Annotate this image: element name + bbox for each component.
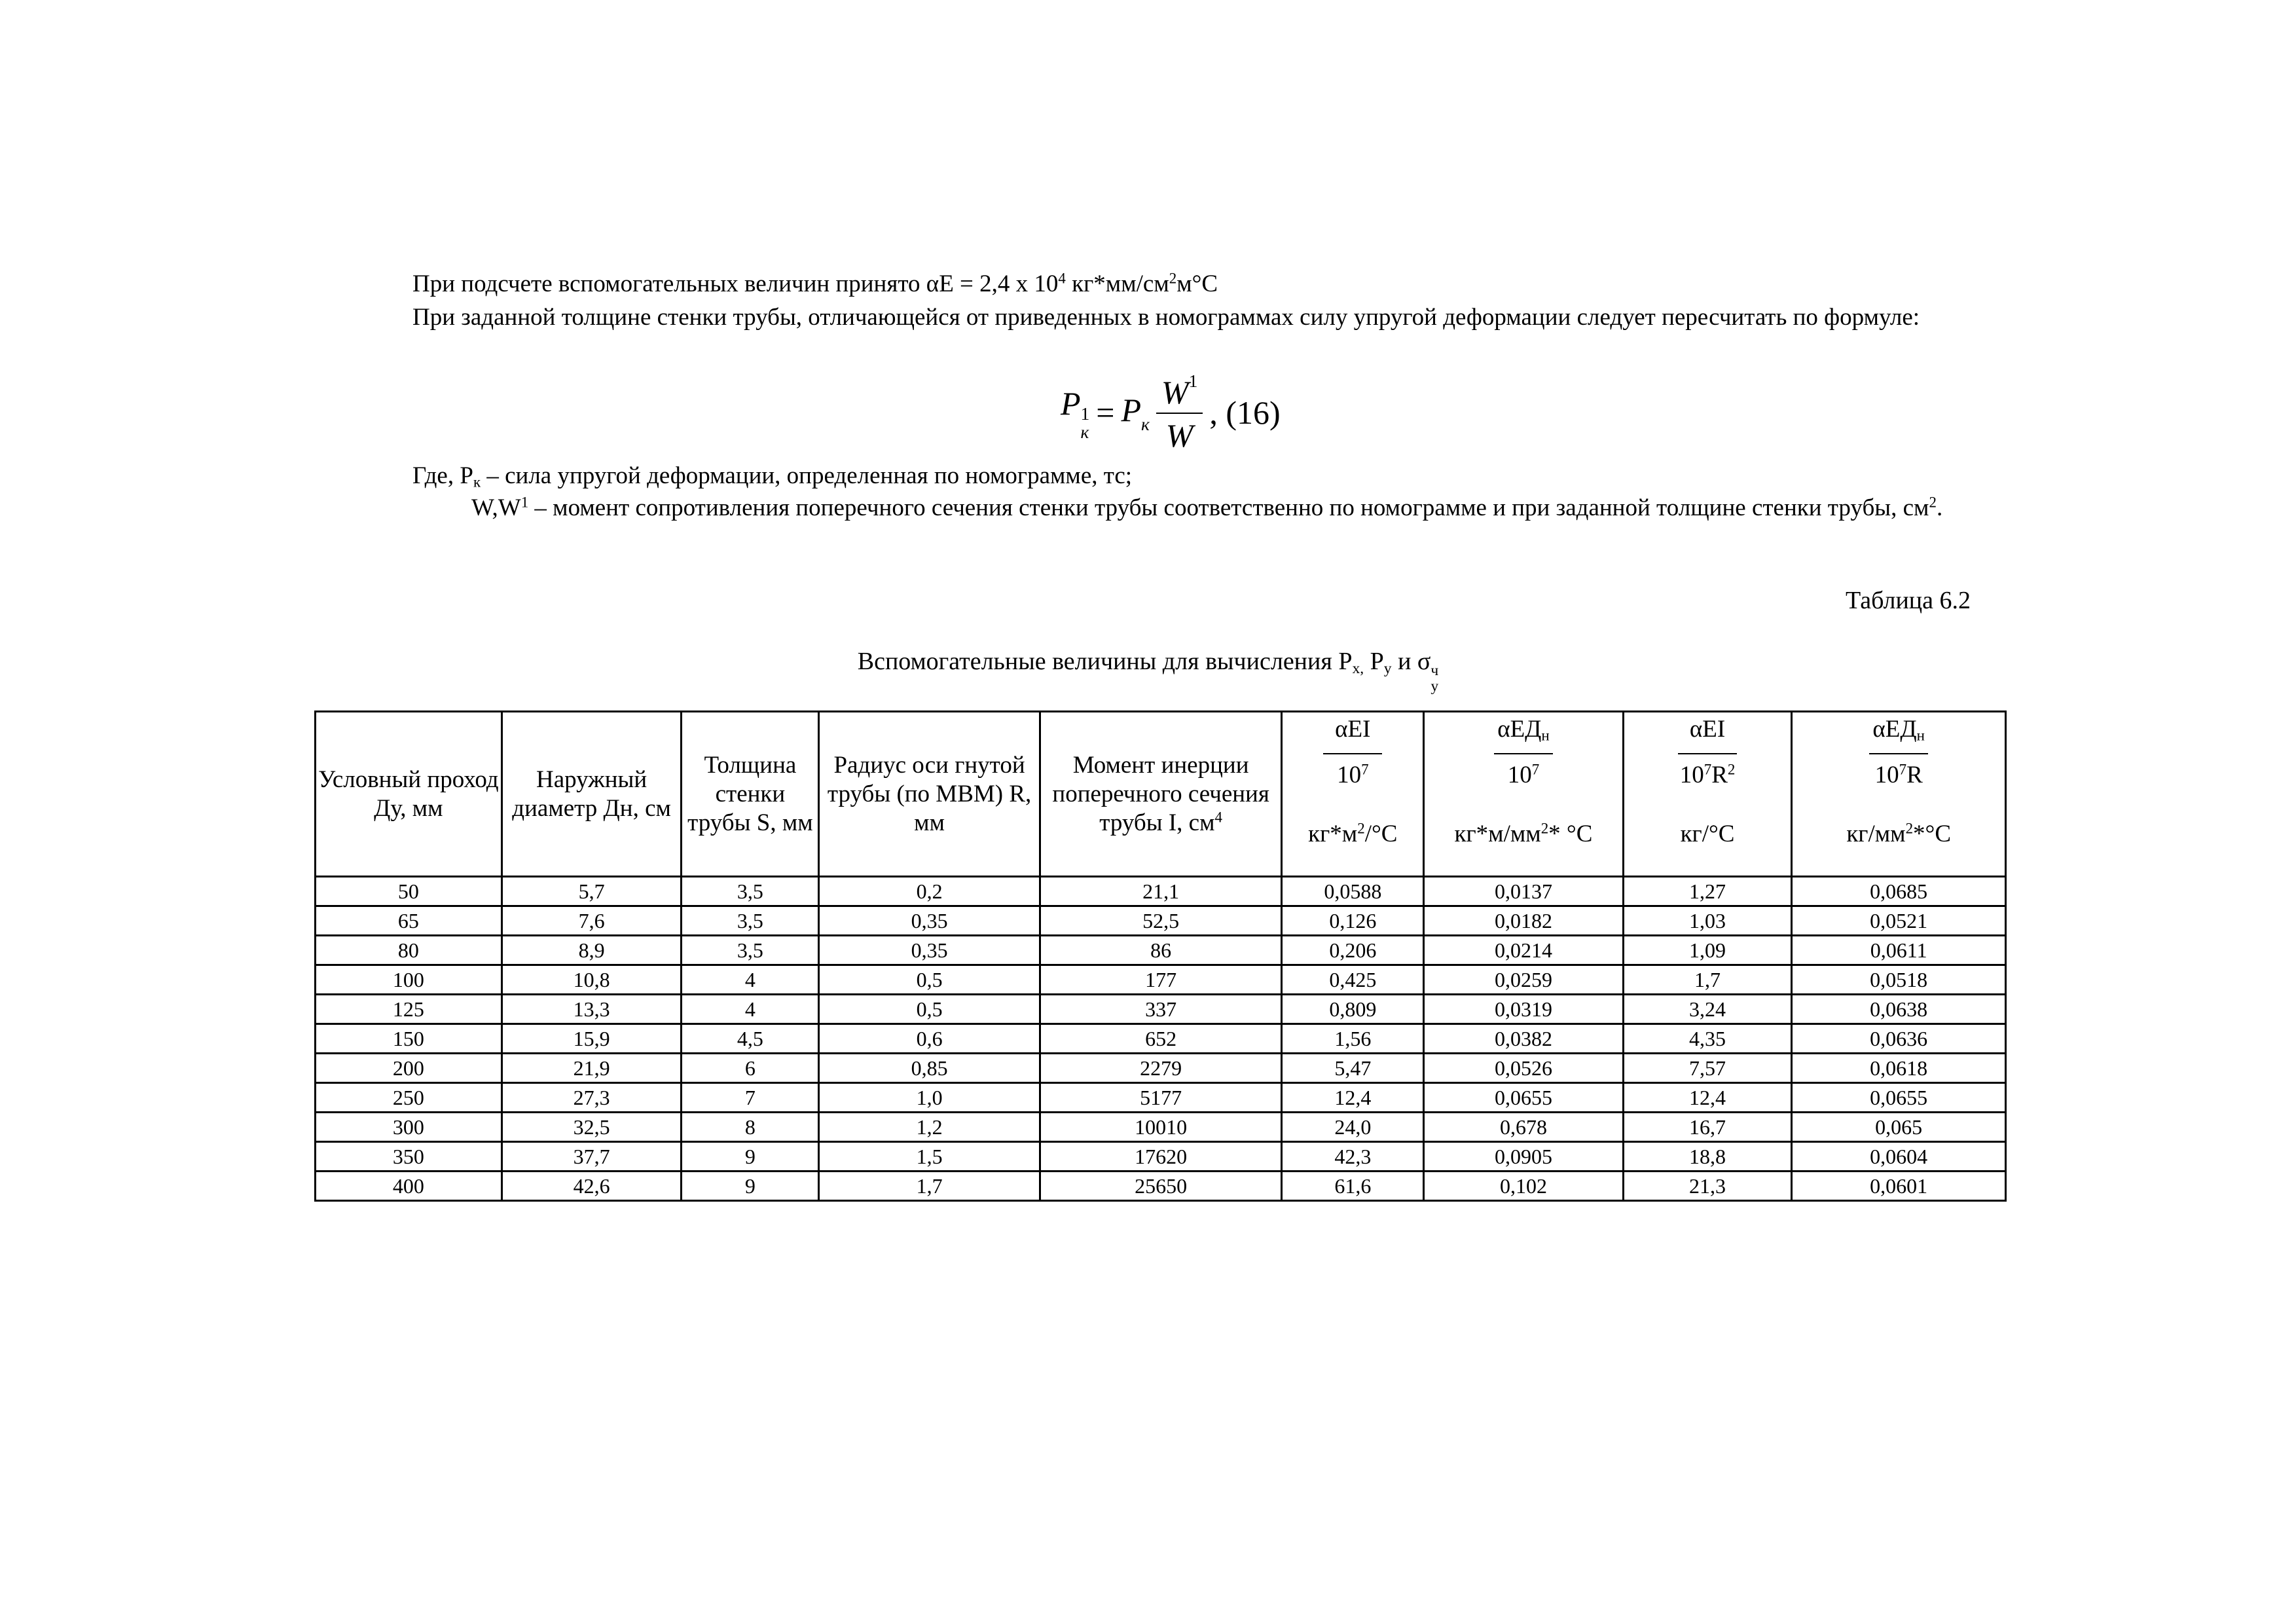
table-cell: 0,0636	[1792, 1024, 2006, 1054]
text: 10	[1337, 762, 1362, 788]
header-aedn	[1424, 712, 1624, 877]
text: 2	[1169, 270, 1177, 287]
table-cell: 0,85	[819, 1054, 1040, 1083]
table-cell: 4	[682, 965, 819, 995]
text: Момент инерции поперечного сечения трубы I, см	[1052, 751, 1269, 836]
table-cell: 42,6	[501, 1172, 682, 1201]
table-cell: 250	[316, 1083, 502, 1113]
table-cell: 13,3	[501, 995, 682, 1024]
table-cell: 8,9	[501, 936, 682, 965]
formula-eq: =	[1096, 394, 1115, 431]
formula-fraction	[1156, 371, 1203, 454]
text: /°С	[1364, 821, 1398, 847]
table-cell: 16,7	[1623, 1113, 1792, 1142]
table-cell: 350	[316, 1142, 502, 1172]
table-cell: 1,2	[819, 1113, 1040, 1142]
header-unit: кг/°С	[1680, 821, 1735, 847]
header-unit	[1846, 820, 1951, 849]
table-cell: 0,5	[819, 965, 1040, 995]
text: P	[1061, 384, 1081, 422]
text: R	[1906, 762, 1923, 788]
text: 7	[1531, 761, 1540, 778]
text: R	[1711, 762, 1728, 788]
text: 2	[1727, 761, 1736, 778]
text: Вспомогательные величины для вычисления P	[857, 648, 1353, 675]
fraction-bar	[1678, 753, 1737, 754]
header-denominator	[1508, 761, 1539, 790]
table-cell: 12,4	[1623, 1083, 1792, 1113]
table-cell: 0,0182	[1424, 906, 1624, 936]
header-nominal-bore: Условный проход Ду, мм	[316, 712, 502, 877]
text: и σ	[1391, 648, 1431, 675]
text: 1	[1080, 403, 1090, 424]
table-cell: 2279	[1040, 1054, 1282, 1083]
text: αEI	[1335, 716, 1371, 743]
text: м°С	[1176, 270, 1218, 297]
header-aedn-r	[1792, 712, 2006, 877]
paragraph-w	[373, 496, 1971, 520]
table-cell: 0,126	[1282, 906, 1424, 936]
text: При подсчете вспомогательных величин принято αE = 2,4 х 10	[412, 270, 1059, 297]
text: 7	[1361, 761, 1369, 778]
table-body	[316, 877, 2006, 1201]
table-cell: 15,9	[501, 1024, 682, 1054]
text: н	[1916, 727, 1925, 744]
table-row	[316, 1113, 2006, 1142]
table-cell: 3,5	[682, 877, 819, 906]
table-cell: 21,1	[1040, 877, 1282, 906]
text: αEД	[1497, 716, 1542, 743]
text: y	[1430, 677, 1439, 695]
table-row	[316, 936, 2006, 965]
text: P	[1364, 648, 1384, 675]
table-cell: 0,0601	[1792, 1172, 2006, 1201]
text: 4	[1214, 808, 1222, 825]
table-cell: 1,03	[1623, 906, 1792, 936]
table-cell: 6	[682, 1054, 819, 1083]
table-cell: 37,7	[501, 1142, 682, 1172]
fraction-bar	[1494, 753, 1553, 754]
table-row	[316, 1024, 2006, 1054]
text: P	[1121, 391, 1142, 428]
table-cell: 7	[682, 1083, 819, 1113]
header-moment-of-inertia	[1040, 712, 1282, 877]
text: 10	[1679, 762, 1704, 788]
text: – момент сопротивления поперечного сечения стенки трубы соответственно по номограмме и при заданной толщине стенки трубы, см	[528, 494, 1929, 521]
table-cell: 0,35	[819, 906, 1040, 936]
auxiliary-values-table	[314, 710, 2007, 1202]
header-aei	[1282, 712, 1424, 877]
table-cell: 7,57	[1623, 1054, 1792, 1083]
text: 1	[1188, 371, 1198, 392]
table-label: Таблица 6.2	[1845, 587, 1971, 614]
header-unit	[1308, 820, 1397, 849]
table-cell: 3,24	[1623, 995, 1792, 1024]
table-cell: 5,7	[501, 877, 682, 906]
table-row	[316, 1083, 2006, 1113]
table-cell: 86	[1040, 936, 1282, 965]
table-cell: 0,809	[1282, 995, 1424, 1024]
table-cell: 1,09	[1623, 936, 1792, 965]
table-cell: 3,5	[682, 906, 819, 936]
table-cell: 0,206	[1282, 936, 1424, 965]
table-cell: 1,7	[1623, 965, 1792, 995]
table-cell: 10010	[1040, 1113, 1282, 1142]
text: н	[1541, 727, 1550, 744]
text: αEI	[1689, 716, 1726, 743]
text: Где, P	[412, 462, 473, 489]
header-outer-diameter: Наружный диаметр Дн, см	[501, 712, 682, 877]
table-cell: 0,0521	[1792, 906, 2006, 936]
text: *°С	[1913, 821, 1952, 847]
table-cell: 0,065	[1792, 1113, 2006, 1142]
text: 10	[1507, 762, 1532, 788]
text: 10	[1874, 762, 1899, 788]
header-wall-thickness: Толщина стенки трубы S, мм	[682, 712, 819, 877]
fraction-bar	[1869, 753, 1928, 754]
text: 2	[1929, 494, 1937, 511]
table-row	[316, 877, 2006, 906]
text: * °С	[1548, 821, 1593, 847]
text: αEД	[1872, 716, 1917, 743]
table-cell: 100	[316, 965, 502, 995]
table-row	[316, 906, 2006, 936]
header-aei-r2	[1623, 712, 1792, 877]
table-cell: 0,0214	[1424, 936, 1624, 965]
formula-tail: , (16)	[1209, 394, 1281, 431]
table-cell: 25650	[1040, 1172, 1282, 1201]
header-denominator	[1680, 761, 1736, 790]
table-cell: 80	[316, 936, 502, 965]
table-cell: 125	[316, 995, 502, 1024]
table-cell: 50	[316, 877, 502, 906]
text: кг*м/мм	[1454, 821, 1541, 847]
table-cell: 0,102	[1424, 1172, 1624, 1201]
text: – сила упругой деформации, определенная по номограмме, тс;	[481, 462, 1133, 489]
table-cell: 61,6	[1282, 1172, 1424, 1201]
paragraph-recalc: При заданной толщине стенки трубы, отличающейся от приведенных в номограммах силу упругой деформации следует пересчитать по формуле:	[412, 304, 1920, 331]
paragraph-alpha-e	[373, 272, 1971, 296]
table-cell: 0,5	[819, 995, 1040, 1024]
header-numerator	[1872, 715, 1925, 744]
table-cell: 32,5	[501, 1113, 682, 1142]
table-cell: 9	[682, 1142, 819, 1172]
table-cell: 7,6	[501, 906, 682, 936]
table-cell: 0,0638	[1792, 995, 2006, 1024]
table-cell: 1,0	[819, 1083, 1040, 1113]
table-cell: 21,3	[1623, 1172, 1792, 1201]
table-cell: 24,0	[1282, 1113, 1424, 1142]
table-row	[316, 965, 2006, 995]
table-cell: 42,3	[1282, 1142, 1424, 1172]
table-row	[316, 1142, 2006, 1172]
text: x,	[1352, 659, 1364, 677]
table-cell: 177	[1040, 965, 1282, 995]
table-cell: 8	[682, 1113, 819, 1142]
table-cell: 0,0518	[1792, 965, 2006, 995]
text: y	[1383, 659, 1392, 677]
table-cell: 0,0905	[1424, 1142, 1624, 1172]
table-cell: 18,8	[1623, 1142, 1792, 1172]
text: W,W	[471, 494, 521, 521]
table-cell: 0,0259	[1424, 965, 1624, 995]
table-cell: 0,0319	[1424, 995, 1624, 1024]
table-cell: 5,47	[1282, 1054, 1424, 1083]
table-cell: 652	[1040, 1024, 1282, 1054]
table-row	[316, 995, 2006, 1024]
text: 2	[1357, 820, 1365, 837]
formula-rhs	[1121, 391, 1150, 435]
formula-denominator	[1166, 414, 1194, 454]
table-cell: 150	[316, 1024, 502, 1054]
formula-numerator	[1156, 371, 1203, 414]
text: 2	[1540, 820, 1549, 837]
table-cell: 10,8	[501, 965, 682, 995]
table-cell: 0,0685	[1792, 877, 2006, 906]
table-cell: 0,0588	[1282, 877, 1424, 906]
text: к	[473, 473, 481, 490]
table-cell: 0,2	[819, 877, 1040, 906]
table-cell: 400	[316, 1172, 502, 1201]
text: 2	[1905, 820, 1914, 837]
text: W	[1161, 373, 1189, 411]
fraction-bar	[1323, 753, 1382, 754]
text: кг*м	[1308, 821, 1358, 847]
table-cell: 0,0526	[1424, 1054, 1624, 1083]
table-caption	[0, 647, 2296, 695]
table-cell: 0,0604	[1792, 1142, 2006, 1172]
text: 7	[1704, 761, 1712, 778]
table-cell: 17620	[1040, 1142, 1282, 1172]
table-cell: 65	[316, 906, 502, 936]
table-cell: 0,0655	[1792, 1083, 2006, 1113]
table-cell: 200	[316, 1054, 502, 1083]
table-cell: 0,6	[819, 1024, 1040, 1054]
table-cell: 1,5	[819, 1142, 1040, 1172]
table-cell: 27,3	[501, 1083, 682, 1113]
table-cell: 0,0655	[1424, 1083, 1624, 1113]
header-numerator	[1497, 715, 1550, 744]
text: .	[1936, 494, 1943, 521]
text: к	[1080, 421, 1089, 442]
text: 1	[520, 494, 529, 511]
text: к	[1141, 413, 1150, 434]
table-cell: 4	[682, 995, 819, 1024]
table-cell: 3,5	[682, 936, 819, 965]
header-unit	[1455, 820, 1593, 849]
header-denominator	[1337, 761, 1368, 790]
text: 7	[1899, 761, 1907, 778]
table-cell: 0,425	[1282, 965, 1424, 995]
paragraph-where	[373, 464, 1971, 488]
header-denominator	[1875, 761, 1923, 790]
table-cell: 0,0618	[1792, 1054, 2006, 1083]
formula-16	[1061, 370, 1281, 455]
table-cell: 0,0611	[1792, 936, 2006, 965]
table-row	[316, 1054, 2006, 1083]
table-cell: 1,7	[819, 1172, 1040, 1201]
table-cell: 337	[1040, 995, 1282, 1024]
table-cell: 1,27	[1623, 877, 1792, 906]
table-cell: 4,35	[1623, 1024, 1792, 1054]
table-row	[316, 1172, 2006, 1201]
table-cell: 0,0137	[1424, 877, 1624, 906]
table-cell: 5177	[1040, 1083, 1282, 1113]
table-cell: 300	[316, 1113, 502, 1142]
header-bend-radius: Радиус оси гнутой трубы (по МВМ) R, мм	[819, 712, 1040, 877]
text: ч	[1430, 662, 1439, 680]
table-cell: 1,56	[1282, 1024, 1424, 1054]
formula-lhs	[1061, 384, 1089, 441]
table-cell: 0,35	[819, 936, 1040, 965]
table-cell: 52,5	[1040, 906, 1282, 936]
text: 4	[1058, 270, 1066, 287]
text: кг*мм/см	[1065, 270, 1169, 297]
table-cell: 21,9	[501, 1054, 682, 1083]
table-cell: 12,4	[1282, 1083, 1424, 1113]
text: кг/мм	[1846, 821, 1906, 847]
table-cell: 0,678	[1424, 1113, 1624, 1142]
table-cell: 9	[682, 1172, 819, 1201]
table-cell: 4,5	[682, 1024, 819, 1054]
text: W	[1165, 416, 1194, 454]
table-cell: 0,0382	[1424, 1024, 1624, 1054]
